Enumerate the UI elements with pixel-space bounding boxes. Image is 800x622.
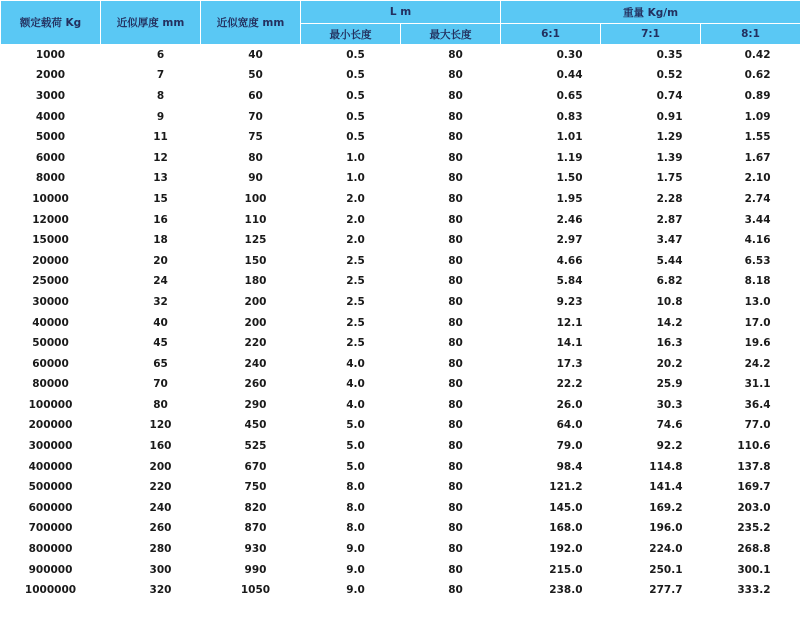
cell-max-length: 80: [401, 580, 501, 601]
cell-weight-7-1: 74.6: [601, 415, 701, 436]
table-row: [1, 45, 800, 66]
cell-rated-load: 80000: [1, 374, 101, 395]
header-thickness: 近似厚度 mm: [101, 1, 201, 45]
cell-max-length: 80: [401, 127, 501, 148]
cell-width: 820: [201, 498, 301, 519]
header-ratio-7: 7:1: [601, 24, 701, 45]
cell-rated-load: 100000: [1, 395, 101, 416]
table-header: [1, 1, 800, 45]
cell-rated-load: 2000: [1, 65, 101, 86]
cell-weight-6-1: 79.0: [501, 436, 601, 457]
cell-weight-7-1: 20.2: [601, 353, 701, 374]
cell-width: 75: [201, 127, 301, 148]
cell-thickness: 80: [101, 395, 201, 416]
cell-width: 40: [201, 45, 301, 66]
cell-weight-6-1: 5.84: [501, 271, 601, 292]
cell-weight-6-1: 0.65: [501, 86, 601, 107]
cell-min-length: 2.5: [301, 333, 401, 354]
cell-width: 1050: [201, 580, 301, 601]
cell-thickness: 40: [101, 312, 201, 333]
cell-thickness: 220: [101, 477, 201, 498]
cell-rated-load: 25000: [1, 271, 101, 292]
cell-weight-8-1: 2.10: [701, 168, 800, 189]
cell-width: 525: [201, 436, 301, 457]
cell-weight-7-1: 2.87: [601, 209, 701, 230]
cell-weight-7-1: 2.28: [601, 189, 701, 210]
cell-thickness: 15: [101, 189, 201, 210]
header-max-length: 最大长度: [401, 24, 501, 45]
cell-weight-8-1: 3.44: [701, 209, 800, 230]
cell-weight-8-1: 1.09: [701, 106, 800, 127]
table-row: [1, 271, 800, 292]
table-row: [1, 65, 800, 86]
cell-width: 180: [201, 271, 301, 292]
cell-rated-load: 30000: [1, 292, 101, 313]
cell-weight-7-1: 169.2: [601, 498, 701, 519]
cell-weight-7-1: 25.9: [601, 374, 701, 395]
cell-weight-8-1: 137.8: [701, 456, 800, 477]
cell-width: 990: [201, 559, 301, 580]
cell-thickness: 240: [101, 498, 201, 519]
cell-width: 70: [201, 106, 301, 127]
header-ratio-6: 6:1: [501, 24, 601, 45]
cell-rated-load: 700000: [1, 518, 101, 539]
cell-thickness: 65: [101, 353, 201, 374]
cell-weight-7-1: 30.3: [601, 395, 701, 416]
cell-width: 125: [201, 230, 301, 251]
cell-weight-6-1: 1.95: [501, 189, 601, 210]
cell-max-length: 80: [401, 271, 501, 292]
cell-width: 450: [201, 415, 301, 436]
cell-rated-load: 5000: [1, 127, 101, 148]
cell-width: 750: [201, 477, 301, 498]
cell-width: 80: [201, 147, 301, 168]
table-row: [1, 189, 800, 210]
cell-weight-7-1: 1.39: [601, 147, 701, 168]
cell-min-length: 2.0: [301, 209, 401, 230]
cell-weight-6-1: 17.3: [501, 353, 601, 374]
cell-rated-load: 15000: [1, 230, 101, 251]
cell-min-length: 0.5: [301, 127, 401, 148]
cell-max-length: 80: [401, 45, 501, 66]
table-row: [1, 250, 800, 271]
cell-max-length: 80: [401, 292, 501, 313]
cell-weight-6-1: 192.0: [501, 539, 601, 560]
cell-min-length: 5.0: [301, 415, 401, 436]
cell-min-length: 0.5: [301, 65, 401, 86]
cell-weight-6-1: 0.30: [501, 45, 601, 66]
cell-weight-7-1: 277.7: [601, 580, 701, 601]
cell-weight-6-1: 168.0: [501, 518, 601, 539]
cell-max-length: 80: [401, 498, 501, 519]
cell-width: 240: [201, 353, 301, 374]
cell-min-length: 2.5: [301, 312, 401, 333]
table-row: [1, 395, 800, 416]
cell-rated-load: 500000: [1, 477, 101, 498]
cell-width: 220: [201, 333, 301, 354]
table-row: [1, 580, 800, 601]
cell-max-length: 80: [401, 456, 501, 477]
cell-min-length: 9.0: [301, 580, 401, 601]
cell-thickness: 260: [101, 518, 201, 539]
header-min-length: 最小长度: [301, 24, 401, 45]
cell-max-length: 80: [401, 559, 501, 580]
cell-weight-6-1: 1.50: [501, 168, 601, 189]
header-weight-group: 重量 Kg/m: [501, 1, 800, 24]
cell-weight-8-1: 0.42: [701, 45, 800, 66]
cell-min-length: 9.0: [301, 559, 401, 580]
cell-min-length: 4.0: [301, 353, 401, 374]
cell-max-length: 80: [401, 436, 501, 457]
cell-rated-load: 1000000: [1, 580, 101, 601]
cell-weight-7-1: 10.8: [601, 292, 701, 313]
cell-weight-6-1: 14.1: [501, 333, 601, 354]
cell-weight-6-1: 2.97: [501, 230, 601, 251]
table-row: [1, 436, 800, 457]
cell-thickness: 280: [101, 539, 201, 560]
cell-min-length: 8.0: [301, 477, 401, 498]
cell-max-length: 80: [401, 86, 501, 107]
table-row: [1, 86, 800, 107]
table-row: [1, 559, 800, 580]
cell-rated-load: 600000: [1, 498, 101, 519]
cell-weight-6-1: 238.0: [501, 580, 601, 601]
header-width: 近似宽度 mm: [201, 1, 301, 45]
cell-weight-8-1: 0.89: [701, 86, 800, 107]
cell-thickness: 24: [101, 271, 201, 292]
cell-thickness: 13: [101, 168, 201, 189]
cell-weight-6-1: 145.0: [501, 498, 601, 519]
table-row: [1, 353, 800, 374]
cell-max-length: 80: [401, 518, 501, 539]
cell-thickness: 9: [101, 106, 201, 127]
cell-rated-load: 10000: [1, 189, 101, 210]
cell-thickness: 6: [101, 45, 201, 66]
cell-rated-load: 12000: [1, 209, 101, 230]
cell-weight-6-1: 0.44: [501, 65, 601, 86]
table-row: [1, 539, 800, 560]
cell-rated-load: 4000: [1, 106, 101, 127]
cell-weight-8-1: 24.2: [701, 353, 800, 374]
cell-min-length: 8.0: [301, 498, 401, 519]
cell-weight-7-1: 250.1: [601, 559, 701, 580]
cell-thickness: 11: [101, 127, 201, 148]
table-row: [1, 106, 800, 127]
cell-weight-6-1: 98.4: [501, 456, 601, 477]
cell-rated-load: 60000: [1, 353, 101, 374]
cell-min-length: 0.5: [301, 106, 401, 127]
cell-min-length: 0.5: [301, 45, 401, 66]
table-row: [1, 312, 800, 333]
table-row: [1, 374, 800, 395]
cell-weight-7-1: 141.4: [601, 477, 701, 498]
cell-weight-6-1: 2.46: [501, 209, 601, 230]
cell-rated-load: 40000: [1, 312, 101, 333]
cell-rated-load: 1000: [1, 45, 101, 66]
cell-max-length: 80: [401, 147, 501, 168]
cell-rated-load: 900000: [1, 559, 101, 580]
cell-weight-7-1: 5.44: [601, 250, 701, 271]
cell-thickness: 12: [101, 147, 201, 168]
cell-weight-8-1: 6.53: [701, 250, 800, 271]
cell-weight-6-1: 26.0: [501, 395, 601, 416]
cell-rated-load: 6000: [1, 147, 101, 168]
cell-width: 670: [201, 456, 301, 477]
cell-rated-load: 8000: [1, 168, 101, 189]
cell-weight-8-1: 1.67: [701, 147, 800, 168]
cell-weight-6-1: 22.2: [501, 374, 601, 395]
cell-rated-load: 50000: [1, 333, 101, 354]
cell-max-length: 80: [401, 395, 501, 416]
cell-weight-6-1: 121.2: [501, 477, 601, 498]
cell-min-length: 4.0: [301, 395, 401, 416]
cell-weight-6-1: 12.1: [501, 312, 601, 333]
table-row: [1, 415, 800, 436]
table-row: [1, 498, 800, 519]
cell-weight-7-1: 224.0: [601, 539, 701, 560]
cell-weight-8-1: 300.1: [701, 559, 800, 580]
cell-width: 90: [201, 168, 301, 189]
table-body: [1, 45, 800, 601]
cell-thickness: 32: [101, 292, 201, 313]
cell-weight-8-1: 4.16: [701, 230, 800, 251]
cell-max-length: 80: [401, 250, 501, 271]
cell-min-length: 2.5: [301, 250, 401, 271]
cell-min-length: 4.0: [301, 374, 401, 395]
cell-weight-8-1: 235.2: [701, 518, 800, 539]
cell-min-length: 0.5: [301, 86, 401, 107]
cell-weight-6-1: 64.0: [501, 415, 601, 436]
cell-min-length: 1.0: [301, 168, 401, 189]
cell-weight-8-1: 110.6: [701, 436, 800, 457]
cell-min-length: 1.0: [301, 147, 401, 168]
cell-weight-8-1: 8.18: [701, 271, 800, 292]
cell-min-length: 2.0: [301, 189, 401, 210]
table-row: [1, 230, 800, 251]
cell-min-length: 9.0: [301, 539, 401, 560]
cell-weight-6-1: 4.66: [501, 250, 601, 271]
cell-weight-6-1: 1.19: [501, 147, 601, 168]
cell-weight-7-1: 1.29: [601, 127, 701, 148]
cell-max-length: 80: [401, 65, 501, 86]
cell-width: 260: [201, 374, 301, 395]
header-load: 额定载荷 Kg: [1, 1, 101, 45]
cell-thickness: 120: [101, 415, 201, 436]
cell-min-length: 5.0: [301, 436, 401, 457]
cell-max-length: 80: [401, 539, 501, 560]
cell-thickness: 16: [101, 209, 201, 230]
cell-weight-7-1: 14.2: [601, 312, 701, 333]
cell-width: 150: [201, 250, 301, 271]
cell-max-length: 80: [401, 353, 501, 374]
cell-max-length: 80: [401, 374, 501, 395]
cell-weight-7-1: 196.0: [601, 518, 701, 539]
header-length-group: L m: [301, 1, 501, 24]
cell-weight-8-1: 36.4: [701, 395, 800, 416]
table-row: [1, 168, 800, 189]
cell-max-length: 80: [401, 415, 501, 436]
cell-rated-load: 400000: [1, 456, 101, 477]
cell-thickness: 300: [101, 559, 201, 580]
cell-weight-7-1: 1.75: [601, 168, 701, 189]
cell-thickness: 160: [101, 436, 201, 457]
cell-max-length: 80: [401, 312, 501, 333]
cell-weight-8-1: 13.0: [701, 292, 800, 313]
cell-weight-8-1: 203.0: [701, 498, 800, 519]
cell-max-length: 80: [401, 168, 501, 189]
cell-thickness: 18: [101, 230, 201, 251]
cell-weight-7-1: 6.82: [601, 271, 701, 292]
cell-weight-7-1: 92.2: [601, 436, 701, 457]
cell-weight-8-1: 333.2: [701, 580, 800, 601]
cell-thickness: 45: [101, 333, 201, 354]
table-row: [1, 292, 800, 313]
cell-max-length: 80: [401, 106, 501, 127]
cell-thickness: 200: [101, 456, 201, 477]
cell-rated-load: 200000: [1, 415, 101, 436]
cell-weight-6-1: 9.23: [501, 292, 601, 313]
header-ratio-8: 8:1: [701, 24, 800, 45]
cell-weight-7-1: 16.3: [601, 333, 701, 354]
cell-width: 200: [201, 312, 301, 333]
cell-weight-7-1: 0.52: [601, 65, 701, 86]
cell-max-length: 80: [401, 333, 501, 354]
cell-width: 50: [201, 65, 301, 86]
cell-weight-8-1: 169.7: [701, 477, 800, 498]
cell-weight-8-1: 1.55: [701, 127, 800, 148]
cell-weight-8-1: 19.6: [701, 333, 800, 354]
cell-width: 200: [201, 292, 301, 313]
cell-weight-8-1: 0.62: [701, 65, 800, 86]
cell-width: 100: [201, 189, 301, 210]
cell-weight-7-1: 114.8: [601, 456, 701, 477]
cell-max-length: 80: [401, 477, 501, 498]
cell-weight-7-1: 3.47: [601, 230, 701, 251]
cell-width: 870: [201, 518, 301, 539]
cell-rated-load: 800000: [1, 539, 101, 560]
cell-max-length: 80: [401, 189, 501, 210]
cell-width: 930: [201, 539, 301, 560]
cell-thickness: 8: [101, 86, 201, 107]
cell-min-length: 2.0: [301, 230, 401, 251]
cell-weight-8-1: 2.74: [701, 189, 800, 210]
cell-rated-load: 300000: [1, 436, 101, 457]
cell-max-length: 80: [401, 209, 501, 230]
table-row: [1, 518, 800, 539]
cell-weight-6-1: 1.01: [501, 127, 601, 148]
cell-width: 290: [201, 395, 301, 416]
cell-weight-8-1: 268.8: [701, 539, 800, 560]
cell-min-length: 2.5: [301, 271, 401, 292]
cell-min-length: 8.0: [301, 518, 401, 539]
cell-min-length: 2.5: [301, 292, 401, 313]
cell-min-length: 5.0: [301, 456, 401, 477]
cell-width: 110: [201, 209, 301, 230]
cell-max-length: 80: [401, 230, 501, 251]
cell-weight-8-1: 77.0: [701, 415, 800, 436]
cell-rated-load: 20000: [1, 250, 101, 271]
cell-weight-8-1: 31.1: [701, 374, 800, 395]
table-row: [1, 333, 800, 354]
cell-weight-7-1: 0.74: [601, 86, 701, 107]
table-row: [1, 147, 800, 168]
cell-weight-6-1: 0.83: [501, 106, 601, 127]
cell-weight-8-1: 17.0: [701, 312, 800, 333]
cell-rated-load: 3000: [1, 86, 101, 107]
cell-weight-6-1: 215.0: [501, 559, 601, 580]
table-row: [1, 127, 800, 148]
cell-weight-7-1: 0.91: [601, 106, 701, 127]
cell-thickness: 20: [101, 250, 201, 271]
cell-width: 60: [201, 86, 301, 107]
table-row: [1, 456, 800, 477]
cell-thickness: 7: [101, 65, 201, 86]
cell-thickness: 70: [101, 374, 201, 395]
table-row: [1, 209, 800, 230]
cell-thickness: 320: [101, 580, 201, 601]
table-row: [1, 477, 800, 498]
cell-weight-7-1: 0.35: [601, 45, 701, 66]
